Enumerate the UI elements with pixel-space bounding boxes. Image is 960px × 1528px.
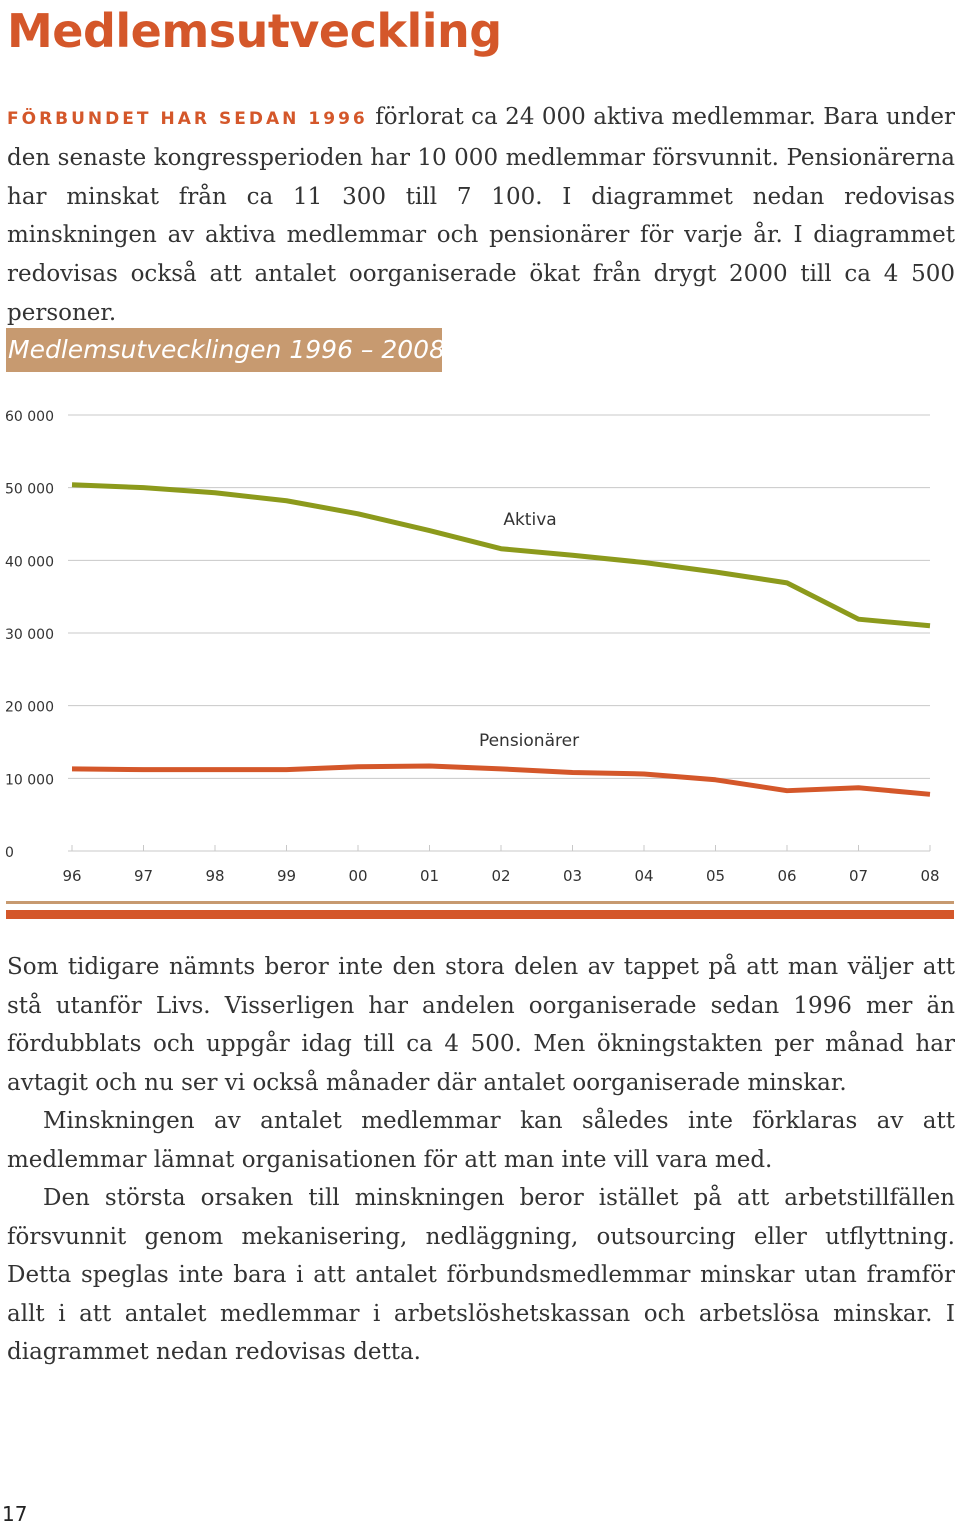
y-tick-label: 10 000 [5, 772, 54, 789]
x-tick-label: 00 [348, 867, 368, 885]
x-tick-label: 02 [491, 867, 511, 885]
x-tick-label: 04 [634, 867, 654, 885]
x-tick-label: 96 [62, 867, 82, 885]
y-tick-label: 40 000 [5, 554, 54, 571]
series-label-pensionarer: Pensionärer [478, 731, 580, 751]
x-tick-label: 03 [562, 867, 583, 885]
series-line-pensionarer [72, 766, 930, 794]
series-line-aktiva [72, 485, 930, 626]
x-tick-label: 08 [920, 867, 940, 885]
chart-heading: Medlemsutvecklingen 1996 – 2008 [8, 335, 445, 364]
intro-lead: FÖRBUNDET HAR SEDAN 1996 [7, 109, 368, 129]
x-tick-label: 01 [419, 867, 440, 885]
page-number: 17 [2, 1502, 28, 1526]
y-tick-label: 60 000 [5, 409, 54, 425]
x-tick-label: 06 [777, 867, 797, 885]
body-text [7, 948, 955, 1372]
x-tick-label: 07 [848, 867, 869, 885]
chart-rule-thick [6, 910, 954, 919]
body-paragraph-2: Minskningen av antalet medlemmar kan således inte förklaras av att medlemmar lämnat organisationen för att man inte vill vara med. [7, 1108, 955, 1173]
intro-text: förlorat ca 24 000 aktiva medlemmar. Bara under den senaste kongressperioden har 10 000 medlemmar försvunnit. Pensionärerna har minskat från ca 11 300 till 7 100. I diagrammet nedan redovisas minskningen av aktiva medlemmar och pensionärer för varje år. I diagrammet redovisas också att antalet oorganiserade ökat från drygt 2000 till ca 4 500 personer. [7, 104, 955, 326]
page-title: Medlemsutveckling [7, 4, 502, 58]
series-label-aktiva: Aktiva [503, 510, 557, 530]
chart-heading-banner [6, 328, 445, 372]
y-tick-label: 30 000 [5, 627, 54, 643]
intro-paragraph [7, 98, 955, 333]
y-tick-label: 50 000 [5, 481, 54, 498]
x-tick-label: 99 [276, 867, 297, 885]
y-tick-label: 20 000 [5, 699, 54, 716]
line-chart [0, 380, 960, 925]
chart-rule-thin [6, 901, 954, 904]
x-tick-label: 97 [133, 867, 154, 885]
x-tick-label: 98 [205, 867, 225, 885]
body-paragraph-3: Den största orsaken till minskningen beror istället på att arbetstillfällen försvunnit genom mekanisering, nedläggning, outsourcing eller utflyttning. Detta speglas inte bara i att antalet förbundsmedlemmar minskar utan framför allt i att antalet medlemmar i arbetslöshetskassan och arbetslösa minskar. I diagrammet nedan redovisas detta. [7, 1185, 955, 1365]
y-tick-label: 0 [5, 845, 14, 861]
body-paragraph-1: Som tidigare nämnts beror inte den stora delen av tappet på att man väljer att stå utanför Livs. Visserligen har andelen oorganiserade sedan 1996 mer än fördubblats och uppgår idag till ca 4 500. Men ökningstakten per månad har avtagit och nu ser vi också månader där antalet oorganiserade minskar. [7, 954, 955, 1096]
x-tick-label: 05 [705, 867, 726, 885]
